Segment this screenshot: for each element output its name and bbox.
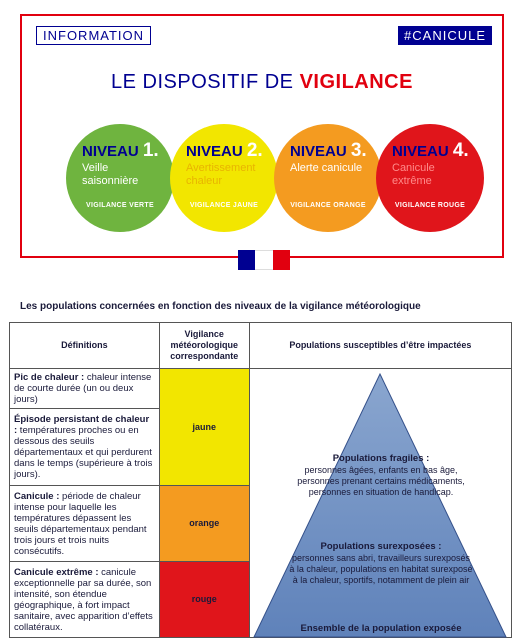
population-fragile-line-1: personnes âgées, enfants en bas âge, (304, 465, 458, 475)
level-4-number: 4. (452, 140, 469, 161)
population-pyramid (250, 369, 513, 644)
level-4-desc: Canicule extrême (392, 162, 435, 187)
level-3-circle (274, 124, 382, 232)
table-subtitle: Les populations concernées en fonction des niveaux de la vigilance météorologique (20, 301, 421, 312)
vigilance-rouge: rouge (159, 562, 249, 638)
level-4-circle (376, 124, 484, 232)
level-1-word: NIVEAU (82, 143, 139, 160)
level-2-word: NIVEAU (186, 143, 243, 160)
level-3-desc: Alerte canicule (290, 162, 363, 174)
header-definitions: Définitions (10, 323, 160, 369)
definition-row-2: Épisode persistant de chaleur : températures proches ou en dessous des seuils départementaux et qui perdurent dans le temps (supérieure à trois jours). (10, 409, 160, 486)
population-fragile-line-2: personnes prenant certains médicaments, (296, 476, 465, 486)
population-surexposee-title: Populations surexposées : (320, 541, 442, 552)
population-surexposee-line-1: personnes sans abri, travailleurs surexposés (291, 553, 470, 563)
level-2-desc: Avertissement chaleur (186, 162, 256, 187)
definition-row-3: Canicule : période de chaleur intense pour laquelle les températures dépassent les seuils départementaux pendant trois jours et trois nuits consécutifs. (10, 486, 160, 562)
vigilance-panel (20, 14, 504, 258)
definition-row-1: Pic de chaleur : chaleur intense de courte durée (un ou deux jours) (10, 369, 160, 409)
level-4-vigilance: VIGILANCE ROUGE (394, 202, 466, 209)
canicule-tag: #CANICULE (398, 26, 492, 45)
vigilance-jaune: jaune (159, 369, 249, 486)
level-4-word: NIVEAU (392, 143, 449, 160)
header-vigilance: Vigilance météorologique correspondante (159, 323, 249, 369)
population-fragile-title: Populations fragiles : (332, 453, 429, 464)
level-2-circle (170, 124, 278, 232)
pyramid-shape (254, 374, 506, 637)
vigilance-orange: orange (159, 486, 249, 562)
level-3-word: NIVEAU (290, 143, 347, 160)
population-fragile-line-3: personnes en situation de handicap. (308, 487, 453, 497)
header-populations: Populations susceptibles d’être impactées (249, 323, 511, 369)
republique-francaise-logo (238, 250, 290, 270)
population-surexposee-line-3: à la chaleur, sportifs, notamment de plein air (292, 575, 469, 585)
populations-table (9, 322, 512, 638)
panel-title: LE DISPOSITIF DE VIGILANCE (111, 71, 413, 93)
level-1-desc: Veille saisonnière (82, 162, 139, 187)
level-1-vigilance: VIGILANCE VERTE (86, 202, 154, 209)
level-2-vigilance: VIGILANCE JAUNE (189, 202, 259, 209)
populations-pyramid-cell (249, 369, 511, 638)
level-1-circle (66, 124, 174, 232)
population-surexposee-line-2: à la chaleur, populations en habitat surexposé (289, 564, 473, 574)
level-2-number: 2. (246, 140, 263, 161)
definition-row-4: Canicule extrême : canicule exceptionnelle par sa durée, son intensité, son étendue géographique, à fort impact sanitaire, avec apparition d’effets collatéraux. (10, 562, 160, 638)
level-3-vigilance: VIGILANCE ORANGE (290, 202, 366, 209)
population-ensemble-title: Ensemble de la population exposée (300, 623, 462, 634)
information-tag: INFORMATION (36, 26, 151, 45)
level-3-number: 3. (350, 140, 367, 161)
level-1-number: 1. (142, 140, 159, 161)
